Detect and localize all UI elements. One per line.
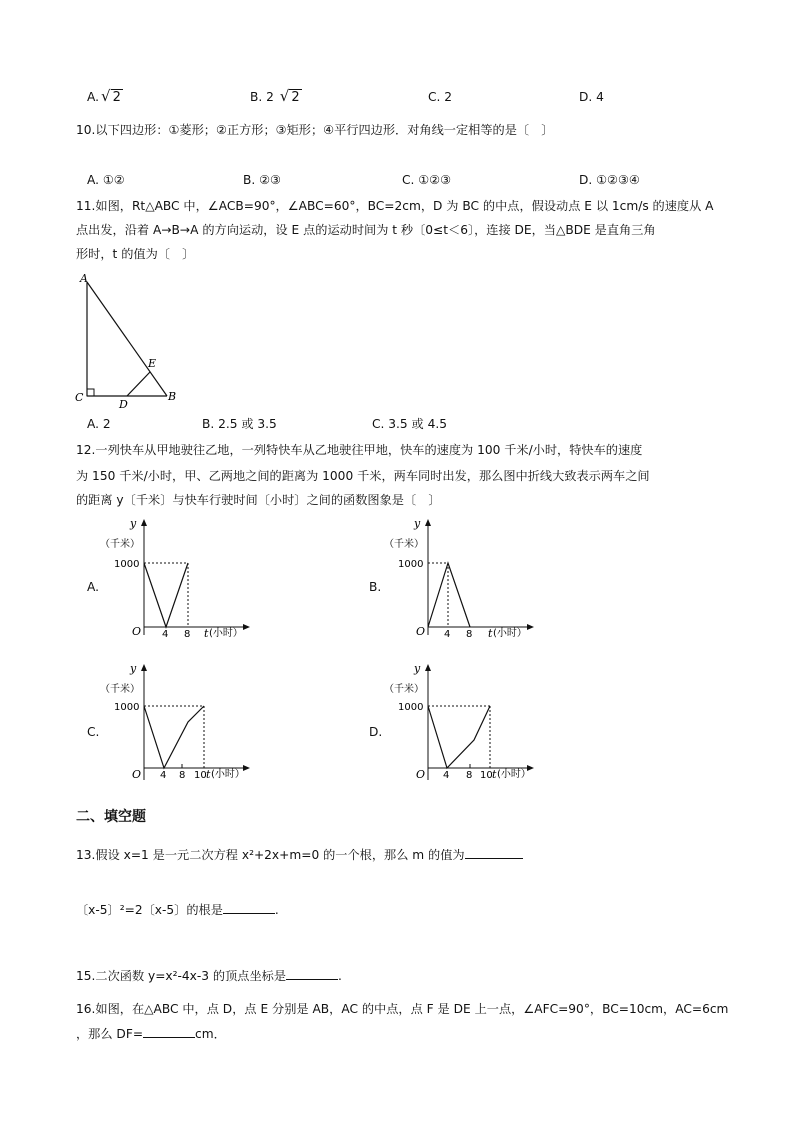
q11-option-c: C. 3.5 或 4.5 (372, 417, 447, 431)
svg-text:O: O (132, 625, 142, 638)
svg-text:4: 4 (443, 770, 450, 781)
q14-stem: 〔x-5〕²=2〔x-5〕的根是 . (76, 903, 279, 917)
sqrt-symbol: √ 2 (279, 87, 300, 105)
q11-stem-line1: 11.如图，Rt△ABC 中，∠ACB=90°，∠ABC=60°，BC=2cm，D 为 BC 的中点，假设动点 E 以 1cm/s 的速度从 A (76, 199, 714, 213)
svg-text:（千米）: （千米） (384, 684, 424, 695)
q11-triangle-figure (70, 268, 190, 413)
q15-stem: 15.二次函数 y=x²-4x-3 的顶点坐标是 . (76, 969, 342, 983)
svg-text:1000: 1000 (398, 559, 424, 570)
answer-blank[interactable] (465, 846, 523, 859)
svg-text:10: 10 (194, 770, 207, 781)
svg-text:y: y (130, 517, 137, 530)
svg-text:(小时）: (小时） (493, 628, 527, 639)
svg-text:O: O (416, 768, 426, 781)
q12-option-b-label: B. (369, 580, 382, 594)
q10-option-d: D. ①②③④ (579, 173, 640, 187)
sqrt-symbol: √ 2 (101, 87, 121, 105)
svg-text:4: 4 (160, 770, 167, 781)
q10-option-b: B. ②③ (243, 173, 281, 187)
fig-label-c: C (75, 391, 84, 404)
q12-graph-d (380, 660, 540, 790)
answer-blank[interactable] (223, 901, 275, 914)
q16-stem-line2: ，那么 DF= cm． (76, 1027, 226, 1041)
svg-text:(小时）: (小时） (211, 769, 245, 780)
svg-text:（千米）: （千米） (384, 539, 424, 550)
q13-stem: 13.假设 x=1 是一元二次方程 x²+2x+m=0 的一个根，那么 m 的值为 (76, 843, 726, 867)
q11-stem-line2: 点出发，沿着 A→B→A 的方向运动，设 E 点的运动时间为 t 秒〔0≤t＜6〕，连接 DE，当△BDE 是直角三角 (76, 223, 656, 237)
q10-stem: 10.以下四边形：①菱形；②正方形；③矩形；④平行四边形．对角线一定相等的是〔 〕 (76, 123, 554, 137)
svg-text:(小时）: (小时） (209, 628, 243, 639)
svg-text:y: y (414, 517, 421, 530)
fig-label-e: E (148, 357, 157, 370)
q9-option-c: C. 2 (428, 90, 453, 104)
fig-label-a: A (80, 272, 88, 285)
svg-text:4: 4 (444, 629, 451, 640)
q12-option-c-label: C. (87, 725, 100, 739)
q12-graph-a (96, 515, 256, 645)
svg-text:8: 8 (179, 770, 186, 781)
q11-option-b: B. 2.5 或 3.5 (202, 417, 277, 431)
svg-text:t: t (204, 627, 209, 640)
svg-text:t: t (206, 768, 211, 781)
svg-text:y: y (414, 662, 421, 675)
svg-text:10: 10 (480, 770, 493, 781)
q16-stem-line1: 16.如图，在△ABC 中，点 D，点 E 分别是 AB，AC 的中点，点 F 是 DE 上一点，∠AFC=90°，BC=10cm，AC=6cm (76, 1002, 729, 1016)
svg-text:1000: 1000 (398, 702, 424, 713)
svg-text:1000: 1000 (114, 702, 140, 713)
svg-text:t: t (492, 768, 497, 781)
fig-label-d: D (119, 398, 128, 411)
fig-label-b: B (168, 390, 177, 403)
q12-option-d-label: D. (369, 725, 383, 739)
q10-option-a: A. ①② (87, 173, 125, 187)
answer-blank[interactable] (143, 1025, 195, 1038)
q11-option-a: A. 2 (87, 417, 111, 431)
q12-stem-line1: 12.一列快车从甲地驶往乙地，一列特快车从乙地驶往甲地，快车的速度为 100 千米/小时，特快车的速度 (76, 443, 643, 457)
q10-option-c: C. ①②③ (402, 173, 452, 187)
svg-text:O: O (416, 625, 426, 638)
svg-text:(小时）: (小时） (497, 769, 531, 780)
q12-stem-line3: 的距离 y〔千米〕与快车行驶时间〔小时〕之间的函数图象是〔 〕 (76, 493, 441, 507)
svg-text:1000: 1000 (114, 559, 140, 570)
q12-graph-c (96, 660, 256, 790)
q12-graph-b (380, 515, 540, 645)
q9-option-d: D. 4 (579, 90, 604, 104)
svg-text:4: 4 (162, 629, 169, 640)
q11-stem-line3: 形时，t 的值为〔 〕 (76, 247, 195, 261)
svg-text:t: t (488, 627, 493, 640)
svg-text:8: 8 (466, 770, 473, 781)
q12-option-a-label: A. (87, 580, 99, 594)
svg-text:（千米）: （千米） (100, 539, 140, 550)
q12-stem-line2: 为 150 千米/小时，甲、乙两地之间的距离为 1000 千米，两车同时出发，那么图中折线大致表示两车之间 (76, 469, 650, 483)
answer-blank[interactable] (286, 967, 338, 980)
svg-text:8: 8 (184, 629, 191, 640)
q9-option-b: B. 2 √ 2 (250, 86, 302, 108)
svg-text:8: 8 (466, 629, 473, 640)
q9-option-a: A. √ 2 (87, 86, 123, 108)
svg-text:（千米）: （千米） (100, 684, 140, 695)
svg-text:y: y (130, 662, 137, 675)
svg-text:O: O (132, 768, 142, 781)
section-heading: 二、填空题 (76, 809, 146, 825)
